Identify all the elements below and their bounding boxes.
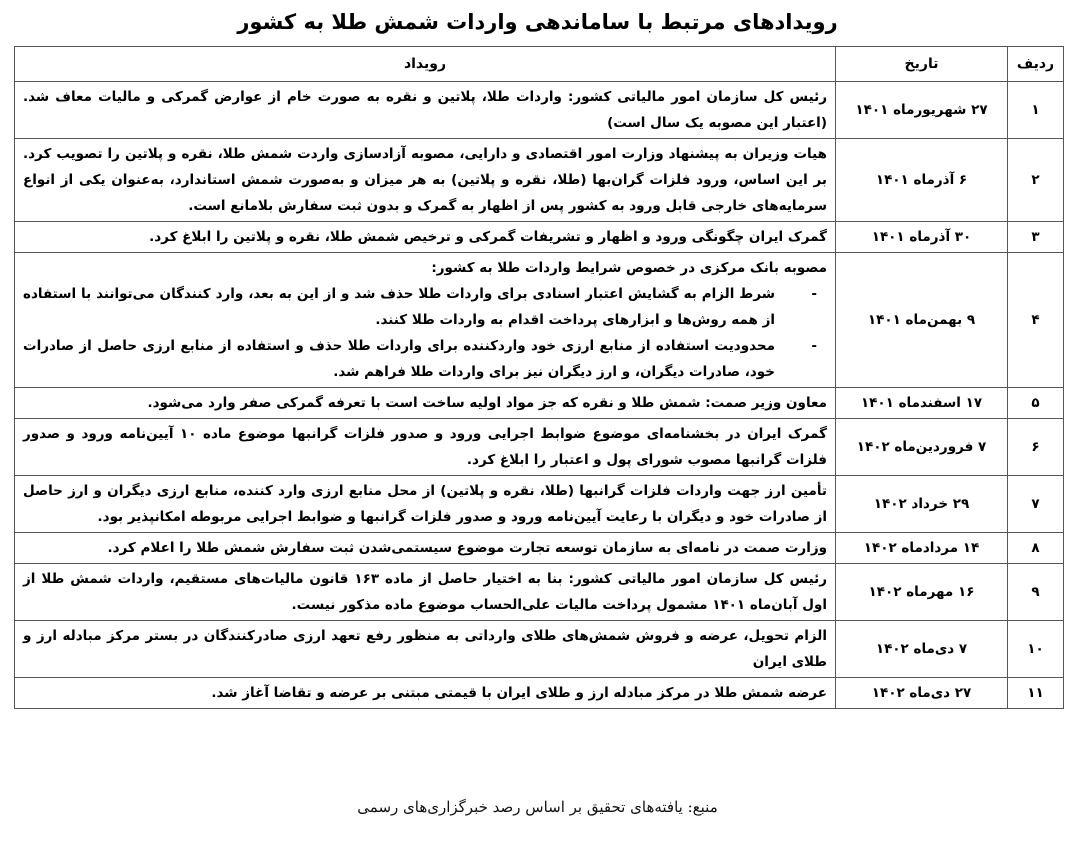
row-index: ۳ <box>1008 222 1064 253</box>
table-title: رویدادهای مرتبط با ساماندهی واردات شمش طلا به کشور <box>237 10 838 34</box>
table-row <box>15 533 1064 564</box>
table-row <box>15 476 1064 533</box>
row-index: ۱۰ <box>1008 621 1064 678</box>
source-note: منبع: یافته‌های تحقیق بر اساس رصد خبرگزاری‌های رسمی <box>357 798 718 816</box>
row-date: ۱۴ مردادماه ۱۴۰۲ <box>836 533 1008 564</box>
row-event: عرضه شمش طلا در مرکز مبادله ارز و طلای ایران با قیمتی مبتنی بر عرضه و تقاضا آغاز شد. <box>15 678 836 709</box>
row-index: ۶ <box>1008 419 1064 476</box>
header-event: رویداد <box>15 47 836 82</box>
row-event: الزام تحویل، عرضه و فروش شمش‌های طلای وارداتی به منظور رفع تعهد ارزی صادرکنندگان در بستر مرکز مبادله ارز و طلای ایران <box>15 621 836 678</box>
event-bullet <box>23 333 827 385</box>
table-row <box>15 82 1064 139</box>
row-event: رئیس کل سازمان امور مالیاتی کشور: بنا به اختیار حاصل از ماده ۱۶۳ قانون مالیات‌های مستقیم، واردات شمش طلا از اول آبان‌ماه ۱۴۰۱ مشمول پرداخت مالیات علی‌الحساب موضوع ماده مذکور نیست. <box>15 564 836 621</box>
bullet-marker: - <box>811 286 817 302</box>
row-index: ۸ <box>1008 533 1064 564</box>
row-date: ۳۰ آذرماه ۱۴۰۱ <box>836 222 1008 253</box>
row-index: ۱۱ <box>1008 678 1064 709</box>
row-date: ۲۷ دی‌ماه ۱۴۰۲ <box>836 678 1008 709</box>
row-date: ۷ فروردین‌ماه ۱۴۰۲ <box>836 419 1008 476</box>
event-bullet-list <box>23 281 827 385</box>
row-index: ۵ <box>1008 388 1064 419</box>
row-event: رئیس کل سازمان امور مالیاتی کشور: واردات طلا، پلاتین و نقره به صورت خام از عوارض گمرکی و مالیات معاف شد. (اعتبار این مصوبه یک سال است) <box>15 82 836 139</box>
table-row <box>15 678 1064 709</box>
header-date: تاریخ <box>836 47 1008 82</box>
table-row <box>15 139 1064 222</box>
row-date: ۷ دی‌ماه ۱۴۰۲ <box>836 621 1008 678</box>
table-row <box>15 621 1064 678</box>
row-event <box>15 253 836 388</box>
row-date: ۶ آذرماه ۱۴۰۱ <box>836 139 1008 222</box>
bullet-text: محدودیت استفاده از منابع ارزی خود واردکننده برای واردات طلا حذف و استفاده از منابع ارزی حاصل از صادرات خود، صادرات دیگران، و ارز دیگران نیز برای واردات طلا فراهم شد. <box>23 338 775 380</box>
header-index: ردیف <box>1008 47 1064 82</box>
events-table <box>14 46 1064 709</box>
event-bullet <box>23 281 827 333</box>
row-event: تأمین ارز جهت واردات فلزات گرانبها (طلا، نقره و پلاتین) از محل منابع ارزی وارد کننده، منابع ارزی دیگران و ارز حاصل از صادرات خود و دیگران با رعایت آیین‌نامه ورود و صدور فلزات گرانبها و ضوابط اجرایی مربوطه امکانپذیر بود. <box>15 476 836 533</box>
row-date: ۹ بهمن‌ماه ۱۴۰۱ <box>836 253 1008 388</box>
table-row <box>15 253 1064 388</box>
row-event: گمرک ایران در بخشنامه‌ای موضوع ضوابط اجرایی ورود و صدور فلزات گرانبها موضوع ماده ۱۰ آیین‌نامه ورود و صدور فلزات گرانبها مصوب شورای پول و اعتبار را ابلاغ کرد. <box>15 419 836 476</box>
row-date: ۱۷ اسفندماه ۱۴۰۱ <box>836 388 1008 419</box>
row-event: گمرک ایران چگونگی ورود و اظهار و تشریفات گمرکی و ترخیص شمش طلا، نقره و پلاتین را ابلاغ کرد. <box>15 222 836 253</box>
header-row <box>15 47 1064 82</box>
table-row <box>15 388 1064 419</box>
table-row <box>15 419 1064 476</box>
row-date: ۱۶ مهرماه ۱۴۰۲ <box>836 564 1008 621</box>
row-date: ۲۷ شهریورماه ۱۴۰۱ <box>836 82 1008 139</box>
row-index: ۷ <box>1008 476 1064 533</box>
bullet-text: شرط الزام به گشایش اعتبار اسنادی برای واردات طلا حذف شد و از این به بعد، وارد کنندگان می‌توانند با استفاده از همه روش‌ها و ابزارهای پرداخت اقدام به واردات طلا کنند. <box>23 286 775 328</box>
row-event: معاون وزیر صمت: شمش طلا و نقره که جز مواد اولیه ساخت است با تعرفه گمرکی صفر وارد می‌شود. <box>15 388 836 419</box>
row-index: ۹ <box>1008 564 1064 621</box>
table-row <box>15 564 1064 621</box>
event-intro: مصوبه بانک مرکزی در خصوص شرایط واردات طلا به کشور: <box>431 260 827 276</box>
row-date: ۲۹ خرداد ۱۴۰۲ <box>836 476 1008 533</box>
row-event: وزارت صمت در نامه‌ای به سازمان توسعه تجارت موضوع سیستمی‌شدن ثبت سفارش شمش طلا را اعلام کرد. <box>15 533 836 564</box>
row-index: ۴ <box>1008 253 1064 388</box>
row-index: ۲ <box>1008 139 1064 222</box>
bullet-marker: - <box>811 338 817 354</box>
row-event: هیات وزیران به پیشنهاد وزارت امور اقتصادی و دارایی، مصوبه آزادسازی واردت شمش طلا، نقره و پلاتین را تصویب کرد. بر این اساس، ورود فلزات گران‌بها (طلا، نقره و پلاتین) به هر میزان و به‌صورت شمش استاندارد، به‌عنوان یکی از انواع سرمایه‌های خارجی قابل ورود به کشور پس از اظهار به گمرک و بدون ثبت سفارش بلامانع است. <box>15 139 836 222</box>
table-row <box>15 222 1064 253</box>
row-index: ۱ <box>1008 82 1064 139</box>
